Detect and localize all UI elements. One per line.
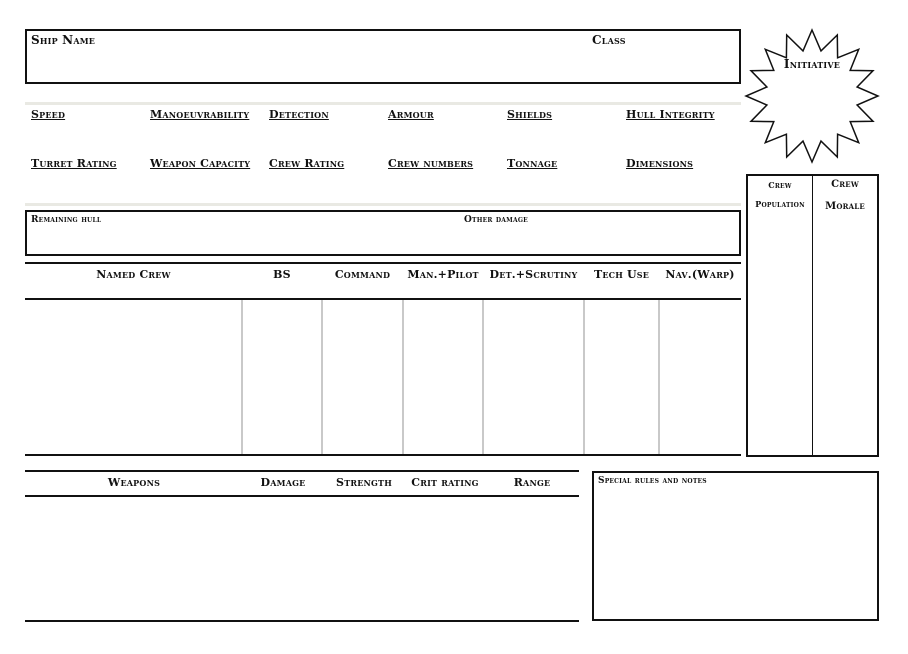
notes-label: Special rules and notes bbox=[598, 476, 707, 486]
col-bs: BS bbox=[273, 268, 291, 281]
stat-speed[interactable]: Speed bbox=[31, 108, 66, 121]
col-named-crew: Named Crew bbox=[96, 268, 171, 281]
stat-dimensions[interactable]: Dimensions bbox=[626, 157, 694, 170]
col-man-pilot: Man.+Pilot bbox=[407, 268, 479, 281]
initiative-starburst[interactable] bbox=[744, 28, 880, 164]
crew-morale-label-1: Crew bbox=[831, 179, 859, 190]
ship-name-box[interactable] bbox=[25, 29, 741, 84]
crew-population-label-2: Population bbox=[755, 199, 805, 209]
stat-turret-rating[interactable]: Turret Rating bbox=[31, 157, 117, 170]
initiative-label: Initiative bbox=[783, 57, 841, 71]
col-crit-rating: Crit rating bbox=[411, 476, 479, 489]
stat-manoeuvrability[interactable]: Manoeuvrability bbox=[150, 108, 250, 121]
stat-hull-integrity[interactable]: Hull Integrity bbox=[626, 108, 715, 121]
crew-table-bottom-line bbox=[25, 454, 741, 456]
crew-population-label-1: Crew bbox=[768, 180, 792, 190]
col-tech-use: Tech Use bbox=[593, 268, 650, 281]
col-damage: Damage bbox=[260, 476, 306, 489]
stat-detection[interactable]: Detection bbox=[269, 108, 329, 121]
class-label: Class bbox=[592, 33, 626, 47]
stat-tonnage[interactable]: Tonnage bbox=[507, 157, 558, 170]
stat-crew-numbers[interactable]: Crew numbers bbox=[388, 157, 474, 170]
ship-name-label: Ship Name bbox=[31, 33, 96, 47]
col-nav-warp: Nav.(Warp) bbox=[665, 268, 735, 281]
crew-side-box[interactable] bbox=[746, 174, 879, 457]
other-damage-label: Other damage bbox=[464, 215, 528, 225]
crew-morale-label-2: Morale bbox=[825, 201, 865, 212]
crew-table-top-line bbox=[25, 262, 741, 264]
notes-box[interactable] bbox=[592, 471, 879, 621]
weapons-table-bottom-line bbox=[25, 620, 579, 622]
crew-table-body[interactable] bbox=[25, 300, 741, 454]
col-command: Command bbox=[334, 268, 391, 281]
col-weapons: Weapons bbox=[107, 476, 161, 489]
divider-bottom bbox=[25, 203, 741, 206]
stat-armour[interactable]: Armour bbox=[388, 108, 434, 121]
col-det-scrutiny: Det.+Scrutiny bbox=[489, 268, 578, 281]
stat-weapon-capacity[interactable]: Weapon Capacity bbox=[150, 157, 251, 170]
col-range: Range bbox=[513, 476, 551, 489]
col-strength: Strength bbox=[336, 476, 392, 489]
divider-top bbox=[25, 102, 741, 105]
stat-crew-rating[interactable]: Crew Rating bbox=[269, 157, 345, 170]
remaining-hull-label: Remaining hull bbox=[31, 215, 102, 225]
crew-side-divider bbox=[812, 176, 813, 455]
starburst-icon bbox=[744, 28, 880, 164]
damage-box[interactable] bbox=[25, 210, 741, 256]
weapons-table-body[interactable] bbox=[25, 497, 579, 620]
stat-shields[interactable]: Shields bbox=[507, 108, 553, 121]
weapons-table-top-line bbox=[25, 470, 579, 472]
